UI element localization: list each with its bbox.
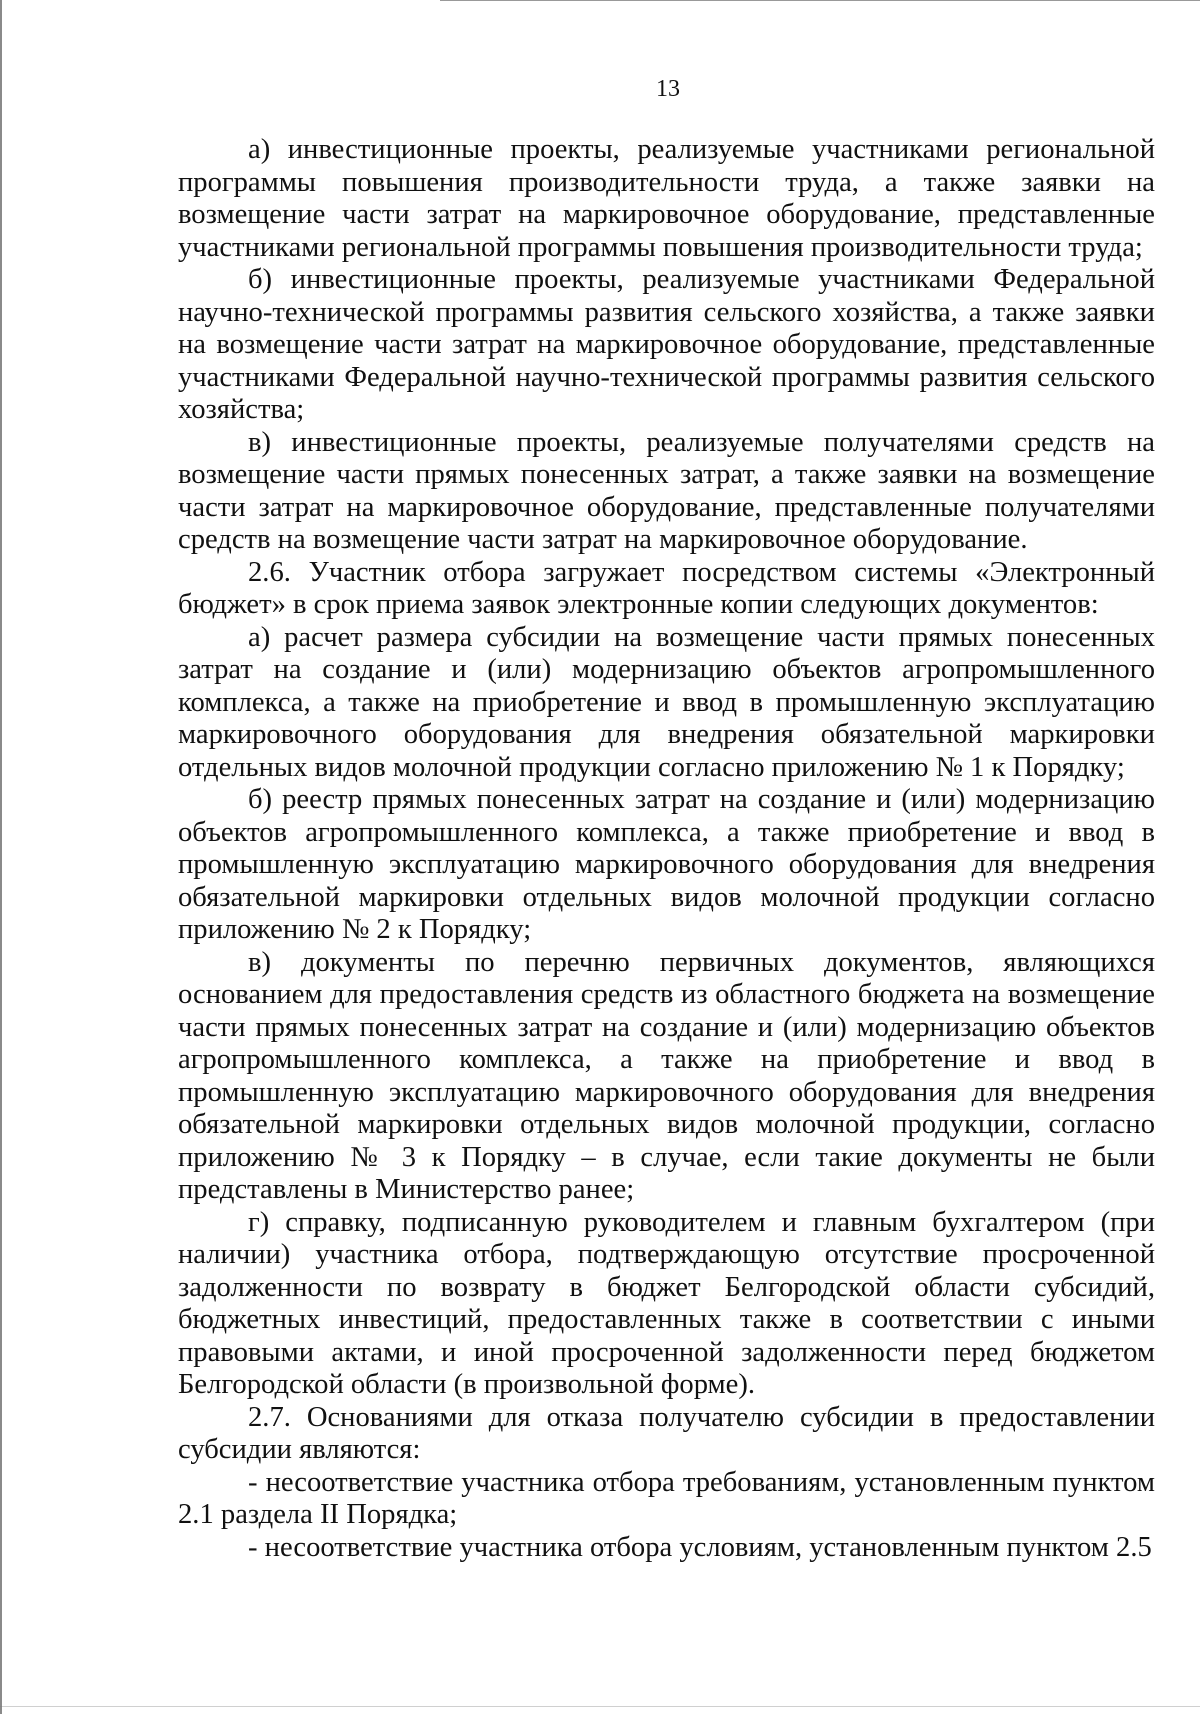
document-body: [178, 134, 1155, 1564]
page-number: 13: [656, 76, 680, 102]
paragraph-2-6-a: а) расчет размера субсидии на возмещение части прямых понесенных затрат на создание и (или) модернизацию объектов агропромышленного комплекса, а также на приобретение и ввод в промышленную эксплуатацию маркировочного оборудования для внедрения обязательной маркировки отдельных видов молочной продукции согласно приложению № 1 к Порядку;: [178, 621, 1155, 783]
paragraph-2-6-v: в) документы по перечню первичных документов, являющихся основанием для предоставления средств из областного бюджета на возмещение части прямых понесенных затрат на создание и (или) модернизацию объектов агропромышленного комплекса, а также на приобретение и ввод в промышленную эксплуатацию маркировочного оборудования для внедрения обязательной маркировки отдельных видов молочной продукции, согласно приложению № 3 к Порядку – в случае, если такие документы не были представлены в Министерство ранее;: [178, 946, 1155, 1205]
paragraph-2-7-item-2: - несоответствие участника отбора условиям, установленным пунктом 2.5: [248, 1531, 1152, 1563]
paragraph-2-6: 2.6. Участник отбора загружает посредством системы «Электронный бюджет» в срок приема заявок электронные копии следующих документов:: [178, 556, 1155, 620]
paragraph-2-6-g: г) справку, подписанную руководителем и главным бухгалтером (при наличии) участника отбора, подтверждающую отсутствие просроченной задолженности по возврату в бюджет Белгородской области субсидий, бюджетных инвестиций, предоставленных также в соответствии с иными правовыми актами, и иной просроченной задолженности перед бюджетом Белгородской области (в произвольной форме).: [178, 1206, 1155, 1400]
scan-top-edge: [440, 0, 1200, 1]
paragraph-2-7: 2.7. Основаниями для отказа получателю субсидии в предоставлении субсидии являются:: [178, 1401, 1155, 1465]
paragraph-2-7-item-1: - несоответствие участника отбора требованиям, установленным пунктом 2.1 раздела II Порядка;: [178, 1466, 1155, 1530]
paragraph-v-recipients: в) инвестиционные проекты, реализуемые получателями средств на возмещение части прямых понесенных затрат, а также заявки на возмещение части затрат на маркировочное оборудование, представленные получателями средств на возмещение части затрат на маркировочное оборудование.: [178, 426, 1155, 555]
paragraph-2-6-b: б) реестр прямых понесенных затрат на создание и (или) модернизацию объектов агропромышленного комплекса, а также приобретение и ввод в промышленную эксплуатацию маркировочного оборудования для внедрения обязательной маркировки отдельных видов молочной продукции согласно приложению № 2 к Порядку;: [178, 784, 1155, 945]
paragraph-b-federal-program: б) инвестиционные проекты, реализуемые участниками Федеральной научно-технической программы развития сельского хозяйства, а также заявки на возмещение части затрат на маркировочное оборудование, представленные участниками Федеральной научно-технической программы развития сельского хозяйства;: [178, 264, 1155, 425]
scan-bottom-edge: [0, 1706, 1200, 1707]
scan-left-edge: [0, 0, 2, 1714]
paragraph-a-regional-program: а) инвестиционные проекты, реализуемые участниками региональной программы повышения производительности труда, а также заявки на возмещение части затрат на маркировочное оборудование, представленные участниками региональной программы повышения производительности труда;: [178, 134, 1155, 263]
